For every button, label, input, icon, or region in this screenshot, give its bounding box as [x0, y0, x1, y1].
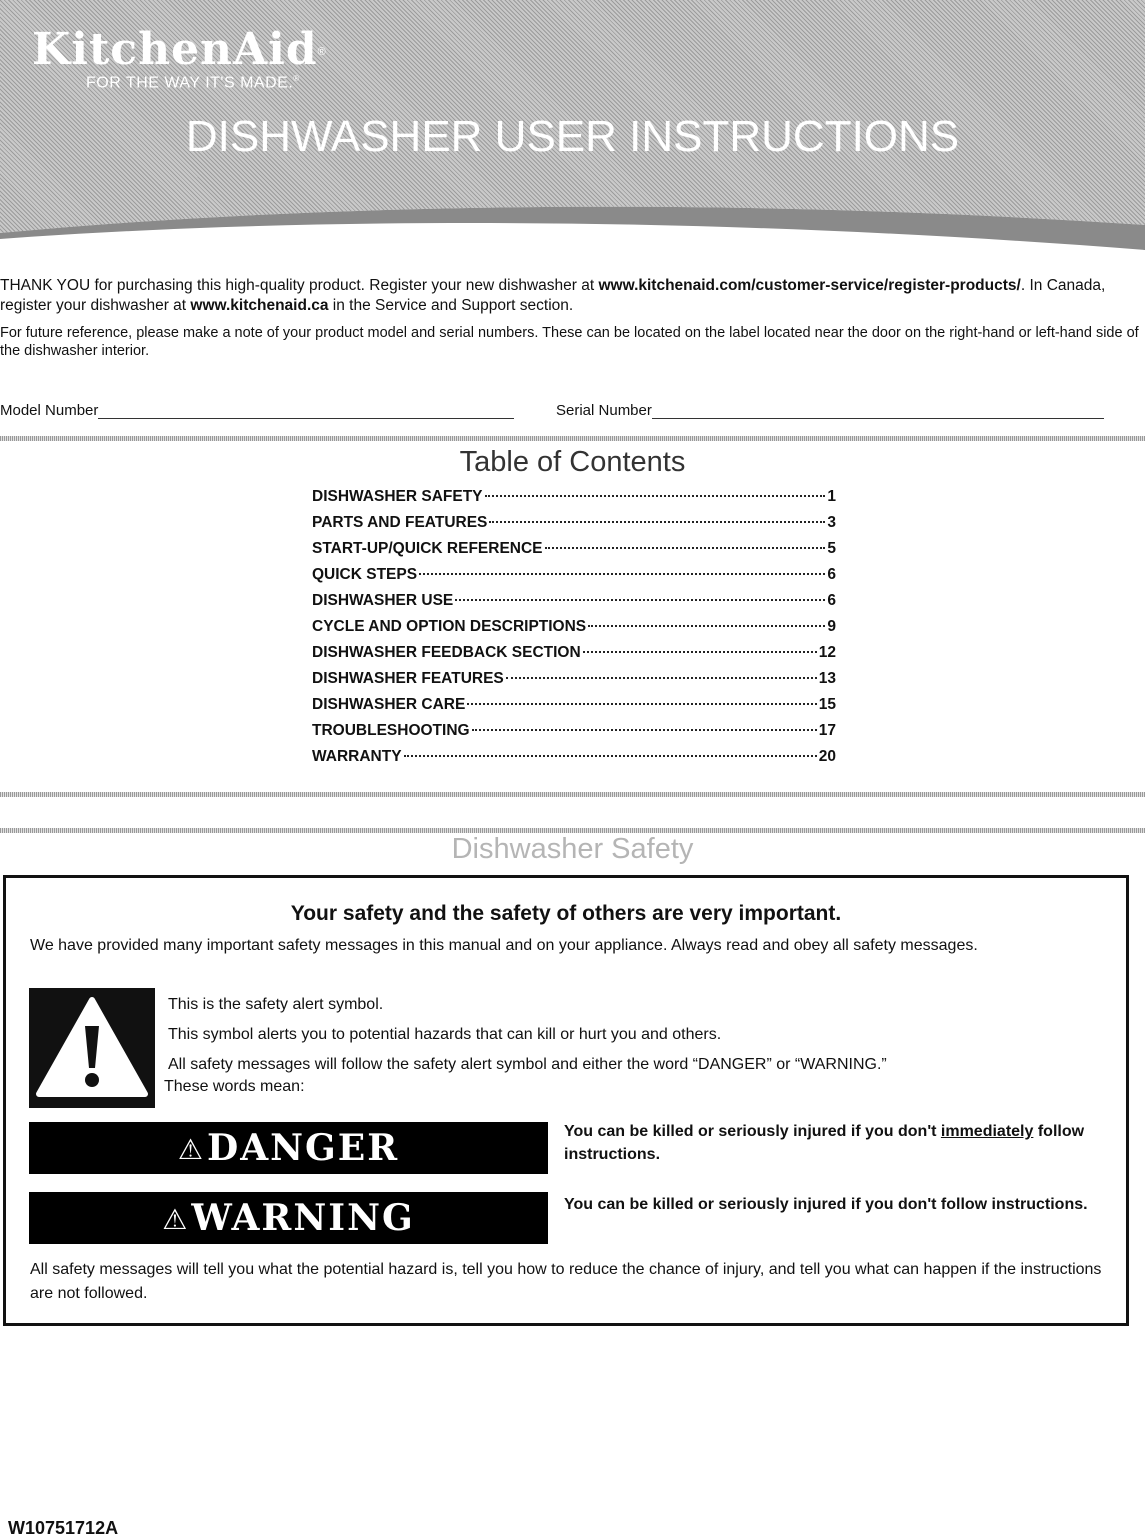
register-link-ca[interactable]: www.kitchenaid.ca — [190, 297, 329, 314]
serial-number-field[interactable] — [556, 402, 1104, 419]
intro-text — [0, 276, 1140, 368]
model-number-line — [98, 402, 514, 419]
alert-line: This symbol alerts you to potential hazards that can kill or hurt you and others. — [168, 1026, 722, 1043]
model-serial-fields — [0, 402, 1145, 428]
safety-intro: We have provided many important safety messages in this manual and on your appliance. Always read and obey all safety messages. — [30, 937, 978, 954]
warning-triangle-icon: ⚠ — [177, 1132, 205, 1166]
intro-paragraph-reference: For future reference, please make a note of your product model and serial numbers. These can be located on the label located near the door on the right-hand or left-hand side of the dishwasher interior. — [0, 325, 1139, 359]
safety-footer: All safety messages will tell you what the potential hazard is, tell you how to reduce the chance of injury, and tell you what can happen if the instructions are not followed. — [30, 1261, 1102, 1302]
divider — [0, 792, 1145, 797]
toc-item[interactable]: START-UP/QUICK REFERENCE 5 — [312, 540, 836, 557]
toc-item[interactable]: QUICK STEPS 6 — [312, 566, 836, 583]
intro-paragraph-register: THANK YOU for purchasing this high-quality product. Register your new dishwasher at www.kitchenaid.com/customer-service/register-products/. In Canada, register your dishwasher at www.kitchenaid.ca in the Service and Support section. — [0, 277, 1106, 314]
warning-signal-word: ⚠ WARNING — [29, 1192, 548, 1244]
safety-box — [3, 875, 1129, 1326]
register-link-us[interactable]: www.kitchenaid.com/customer-service/register-products/ — [598, 277, 1021, 294]
toc-item[interactable]: TROUBLESHOOTING 17 — [312, 722, 836, 739]
alert-line: These words mean: — [164, 1078, 305, 1095]
safety-heading: Your safety and the safety of others are very important. — [290, 902, 842, 925]
section-title-safety: Dishwasher Safety — [451, 833, 694, 865]
header-swoosh — [0, 195, 1145, 268]
toc-item[interactable]: CYCLE AND OPTION DESCRIPTIONS 9 — [312, 618, 836, 635]
danger-description: You can be killed or seriously injured if you don't immediately follow instructions. — [564, 1123, 1085, 1163]
brand-tagline: FOR THE WAY IT'S MADE.® — [86, 74, 300, 92]
alert-line: All safety messages will follow the safety alert symbol and either the word “DANGER” or “WARNING.” — [168, 1056, 887, 1073]
danger-signal-word: ⚠ DANGER — [29, 1122, 548, 1174]
toc-item[interactable]: DISHWASHER FEATURES 13 — [312, 670, 836, 687]
alert-line: This is the safety alert symbol. — [168, 996, 384, 1013]
toc-title: Table of Contents — [459, 446, 686, 478]
safety-alert-icon — [29, 988, 155, 1108]
table-of-contents — [312, 484, 836, 770]
toc-item[interactable]: DISHWASHER SAFETY 1 — [312, 488, 836, 505]
toc-item[interactable]: PARTS AND FEATURES 3 — [312, 514, 836, 531]
warning-description: You can be killed or seriously injured if you don't follow instructions. — [564, 1196, 1088, 1213]
document-title: DISHWASHER USER INSTRUCTIONS — [185, 112, 960, 161]
toc-item[interactable]: DISHWASHER USE 6 — [312, 592, 836, 609]
document-code: W10751712A — [8, 1518, 119, 1538]
warning-triangle-icon: ⚠ — [162, 1202, 190, 1236]
brand-logo: KitchenAid® — [32, 24, 327, 75]
serial-number-label: Serial Number — [556, 402, 652, 419]
model-number-label: Model Number — [0, 402, 99, 419]
serial-number-line — [652, 402, 1104, 419]
toc-item[interactable]: DISHWASHER FEEDBACK SECTION 12 — [312, 644, 836, 661]
alert-symbol-text — [164, 994, 1068, 1106]
divider — [0, 436, 1145, 441]
header-banner — [0, 0, 1145, 268]
toc-item[interactable]: WARRANTY 20 — [312, 748, 836, 765]
toc-item[interactable]: DISHWASHER CARE 15 — [312, 696, 836, 713]
model-number-field[interactable] — [0, 402, 514, 419]
